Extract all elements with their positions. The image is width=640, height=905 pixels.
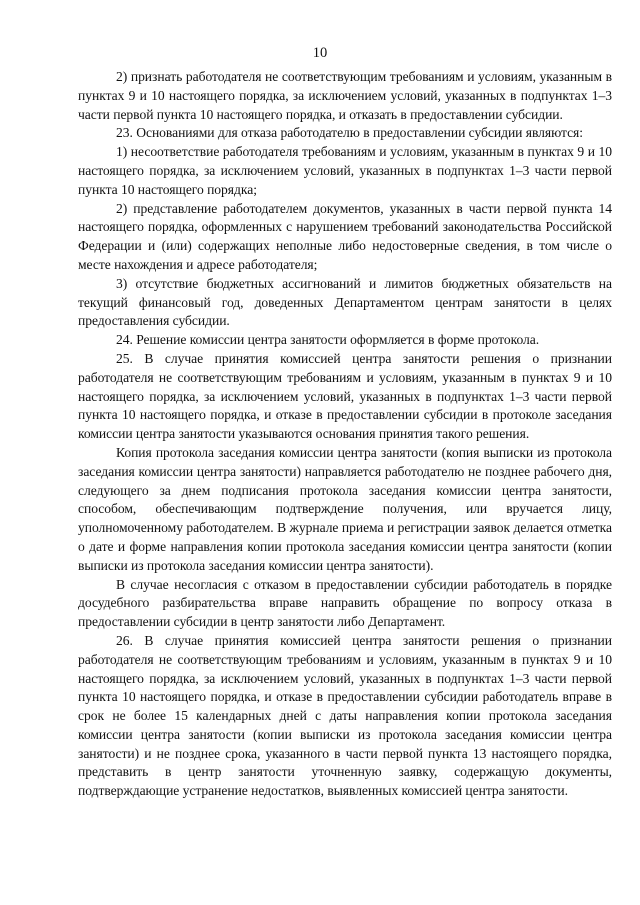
paragraph-23-grounds: 23. Основаниями для отказа работодателю в предоставлении субсидии являются:: [116, 125, 583, 141]
paragraph-ground-1: 1) несоответствие работодателя требованиям и условиям, указанным в пунктах 9 и 10 настоящего порядка, за исключением условий, указанных в подпунктах 1–3 части первой пункта 10 настоящего порядка;: [78, 144, 612, 197]
paragraph-protocol-copy: Копия протокола заседания комиссии центра занятости (копия выписки из протокола заседания комиссии центра занятости) направляется работодателю не позднее рабочего дня, следующего за днем подписания протокола заседания комиссии центра занятости, способом, обеспечивающим подтверждение получения, или вручается лицу, уполномоченному работодателем. В журнале приема и регистрации заявок делается отметка о дате и форме направления копии протокола заседания комиссии центра занятости (копии выписки из протокола заседания комиссии центра занятости).: [78, 444, 612, 573]
paragraph-item-2-reject: 2) признать работодателя не соответствующим требованиям и условиям, указанным в пунктах 9 и 10 настоящего порядка, за исключением условий, указанных в подпунктах 1–3 части первой пункта 10 настоящего порядка, и отказать в предоставлении субсидии.: [78, 69, 612, 122]
document-body: [78, 68, 612, 801]
paragraph-disagreement: В случае несогласия с отказом в предоставлении субсидии работодатель в порядке досудебного разбирательства вправе направить обращение по вопросу отказа в предоставлении субсидии в центр занятости либо Департамент.: [78, 576, 612, 630]
paragraph-ground-3: 3) отсутствие бюджетных ассигнований и лимитов бюджетных обязательств на текущий финансовый год, доведенных Департаментом центрам занятости в целях предоставления субсидии.: [78, 275, 612, 329]
page-number: 10: [312, 45, 328, 61]
paragraph-25-refusal: 25. В случае принятия комиссией центра занятости решения о признании работодателя не соответствующим требованиям и условиям, указанным в пунктах 9 и 10 настоящего порядка, за исключением условий, указанных в подпунктах 1–3 части первой пункта 10 настоящего порядка, и отказе в предоставлении субсидии в протоколе заседания комиссии центра занятости указываются основания принятия такого решения.: [78, 350, 612, 442]
paragraph-ground-2: 2) представление работодателем документов, указанных в части первой пункта 14 настоящего порядка, оформленных с нарушением требований законодательства Российской Федерации и (или) содержащих неполные либо недостоверные сведения, в том числе о месте нахождения и адресе работодателя;: [78, 200, 612, 272]
paragraph-24-decision: 24. Решение комиссии центра занятости оформляется в форме протокола.: [116, 332, 540, 348]
paragraph-26-resubmission: 26. В случае принятия комиссией центра занятости решения о признании работодателя не соответствующим требованиям и условиям, указанным в пунктах 9 и 10 настоящего порядка, за исключением условий, указанных в подпунктах 1–3 части первой пункта 10 настоящего порядка, и отказе в предоставлении субсидии работодатель вправе в срок не более 15 календарных дней с даты направления копии протокола заседания комиссии центра занятости (копии выписки из протокола заседания комиссии центра занятости) и не позднее срока, указанного в части первой пункта 13 настоящего порядка, представить в центр занятости уточненную заявку, содержащую документы, подтверждающие устранение недостатков, выявленных комиссией центра занятости.: [78, 632, 612, 799]
